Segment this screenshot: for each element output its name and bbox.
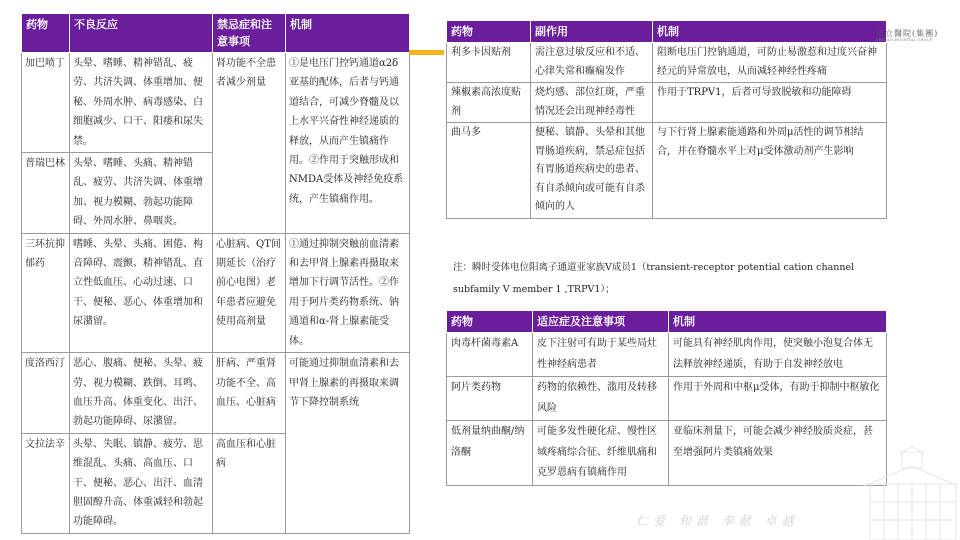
header-drug: 药物 (447, 21, 531, 43)
cell-indication: 药物的依赖性、滥用及转移风险 (533, 377, 669, 421)
other-drug-table (446, 310, 887, 486)
cell-drug: 加巴喷丁 (22, 53, 70, 153)
cell-contra: 心脏病、QT间期延长（治疗前心电图）老年患者应避免使用高剂量 (213, 233, 286, 352)
cell-mechanism: ①通过抑制突触前血清素和去甲肾上腺素再摄取来增加下行调节活性。②作用于阿片类药物系统、钠通道和α-肾上腺素能受体。 (286, 233, 410, 352)
cell-adverse: 嗜睡、头晕、头痛、困倦、构音障碍、震颤、精神错乱、直立性低血压、心动过速、口干、便秘、恶心、体重增加和尿潴留。 (70, 233, 213, 352)
drug-adverse-table (21, 13, 410, 534)
cell-side-effect: 需注意过敏反应和不适、心律失常和癫痫发作 (531, 43, 653, 83)
cell-drug: 低剂量纳曲酮/纳洛酮 (447, 421, 533, 486)
building-watermark-icon (862, 444, 960, 540)
cell-drug: 曲马多 (447, 123, 531, 219)
footnote-trpv1: 注：瞬时受体电位阳离子通道亚家族V成员1（transient-receptor potential cation channel subfamily V member 1 ,TRPV1）； (453, 262, 855, 295)
connector-bar (409, 50, 444, 55)
cell-indication: 可能多发性硬化症、慢性区域疼痛综合征、纤维肌痛和克罗恩病有镇痛作用 (533, 421, 669, 486)
table-row (447, 43, 887, 83)
table-row (447, 123, 887, 219)
table-row (447, 421, 887, 486)
header-drug: 药物 (447, 311, 533, 333)
cell-contra: 肾功能不全患者减少剂量 (213, 53, 286, 234)
cell-mechanism: ①是电压门控钙通道α2δ亚基的配体，后者与钙通道结合，可减少脊髓及以上水平兴奋性神经递质的释放，从而产生镇痛作用。②作用于突触形成和NMDA受体及神经免疫系统，产生镇痛作用。 (286, 53, 410, 234)
cell-adverse: 头晕、失眠、镇静、疲劳、思维混乱、头痛、高血压、口干、便秘、恶心、出汗、血清胆固醇升高、体重减轻和勃起功能障碍。 (70, 433, 213, 533)
header-mechanism: 机制 (669, 311, 887, 333)
cell-contra: 高血压和心脏病 (213, 433, 286, 533)
cell-side-effect: 便秘、镇静、头晕和其他胃肠道疾病，禁忌症包括有胃肠道疾病史的患者、有自杀倾向或可能有自杀倾向的人 (531, 123, 653, 219)
table-header-row (22, 14, 410, 53)
cell-contra: 肝病、严重肾功能不全、高血压、心脏病 (213, 353, 286, 434)
cell-drug: 三环抗抑郁药 (22, 233, 70, 352)
table-row (22, 233, 410, 352)
slogan-watermark: 仁爱 和谐 奉献 卓越 (636, 514, 799, 528)
table-row (447, 377, 887, 421)
cell-mechanism: 可能通过抑制血清素和去甲肾上腺素的再摄取来调节下降控制系统 (286, 353, 410, 534)
header-adverse: 不良反应 (70, 14, 213, 53)
topical-drug-table (446, 20, 887, 219)
logo-subtitle: SHIJIAN HOSPITAL GROUP (876, 38, 933, 42)
table-header-row (447, 311, 887, 333)
table-header-row (447, 21, 887, 43)
logo-text: 市立醫院(集團) (876, 28, 939, 38)
cell-mechanism: 作用于TRPV1，后者可导致脱敏和功能障碍 (653, 83, 887, 123)
cell-adverse: 头晕、嗜睡、头痛、精神错乱、疲劳、共济失调、体重增加、视力模糊、勃起功能障碍、外周水肿、鼻咽炎。 (70, 153, 213, 234)
cell-drug: 普瑞巴林 (22, 153, 70, 234)
header-drug: 药物 (22, 14, 70, 53)
cell-mechanism: 与下行肾上腺素能通路和外周μ活性的调节相结合，并在脊髓水平上对μ受体激动剂产生影响 (653, 123, 887, 219)
header-contra: 禁忌症和注意事项 (213, 14, 286, 53)
cell-side-effect: 烧灼感、部位红斑，严重情况还会出现神经毒性 (531, 83, 653, 123)
cell-drug: 辣椒素高浓度贴剂 (447, 83, 531, 123)
cell-adverse: 恶心、腹痛、便秘、头晕、疲劳、视力模糊、跌倒、耳鸣、血压升高、体重变化、出汗、勃起功能障碍、尿潴留。 (70, 353, 213, 434)
cell-adverse: 头晕、嗜睡、精神错乱、疲劳、共济失调、体重增加、便秘、外周水肿、病毒感染、白细胞减少、口干、阳痿和尿失禁。 (70, 53, 213, 153)
cell-mechanism: 可能具有神经肌肉作用，使突触小泡复合体无法释放神经递质，有助于自发神经放电 (669, 333, 887, 377)
cell-drug: 肉毒杆菌毒素A (447, 333, 533, 377)
header-mechanism: 机制 (286, 14, 410, 53)
cell-drug: 文拉法辛 (22, 433, 70, 533)
table-row (447, 333, 887, 377)
cell-drug: 度洛西汀 (22, 353, 70, 434)
header-indication: 适应症及注意事项 (533, 311, 669, 333)
header-side-effect: 副作用 (531, 21, 653, 43)
cell-indication: 皮下注射可有助于某些局灶性神经病患者 (533, 333, 669, 377)
table-row (22, 353, 410, 434)
cell-drug: 阿片类药物 (447, 377, 533, 421)
cell-mechanism: 亚临床剂量下，可能会减少神经胶质炎症，甚至增强阿片类镇痛效果 (669, 421, 887, 486)
cell-mechanism: 作用于外周和中枢μ受体，有助于抑制中枢敏化 (669, 377, 887, 421)
cell-mechanism: 阻断电压门控钠通道，可防止易激惹和过度兴奋神经元的异常放电，从而减轻神经性疼痛 (653, 43, 887, 83)
table-row (22, 53, 410, 153)
header-mechanism: 机制 (653, 21, 887, 43)
table-row (447, 83, 887, 123)
cell-drug: 利多卡因贴剂 (447, 43, 531, 83)
